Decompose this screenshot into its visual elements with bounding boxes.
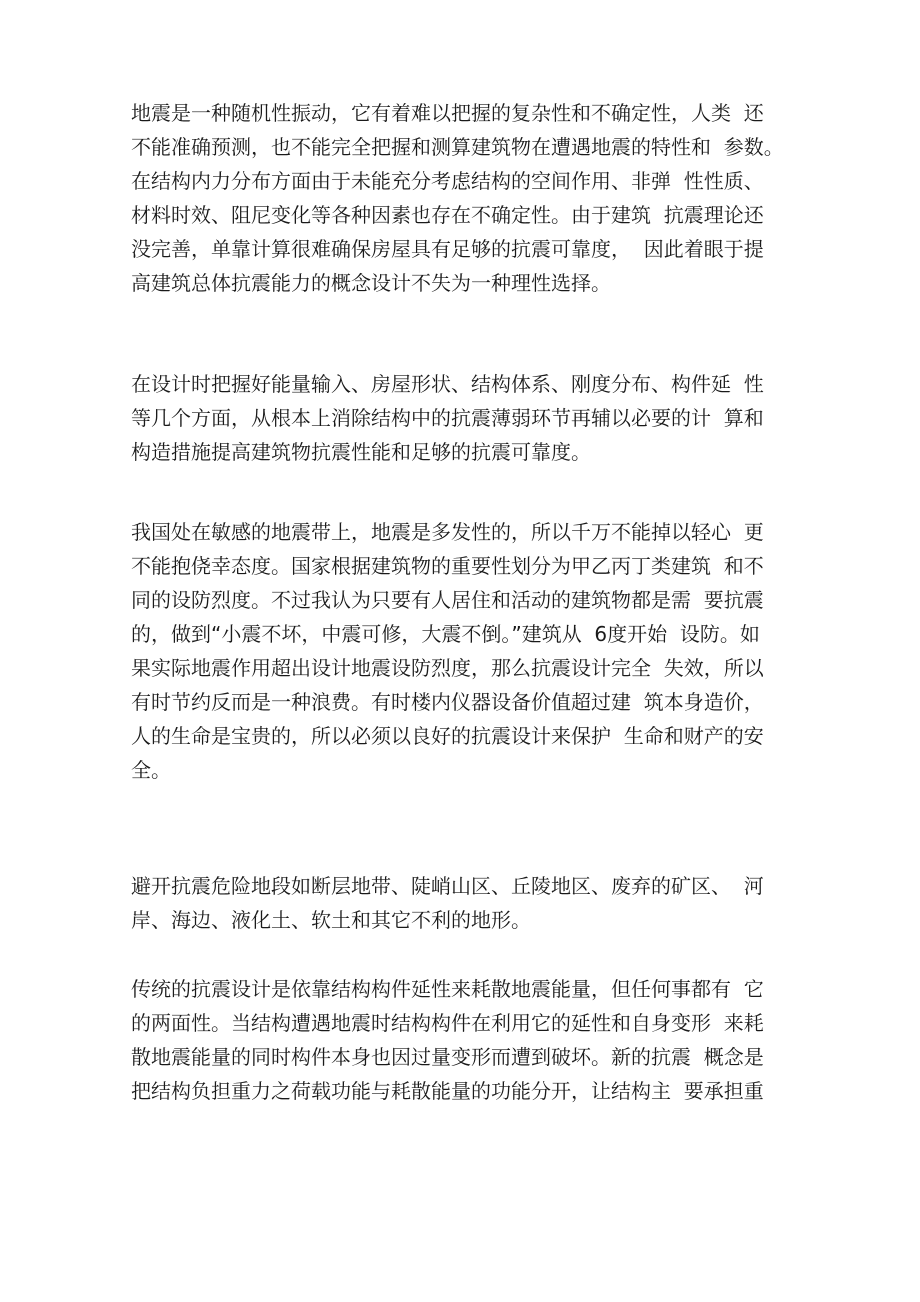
paragraph-line: 在设计时把握好能量输入、房屋形状、结构体系、刚度分布、构件延 性 (131, 372, 764, 396)
paragraph-line: 等几个方面，从根本上消除结构中的抗震薄弱环节再辅以必要的计 算和 (131, 406, 764, 430)
paragraph-line: 不能抱侥幸态度。国家根据建筑物的重要性划分为甲乙丙丁类建筑 和不 (131, 554, 764, 578)
paragraph-line: 有时节约反而是一种浪费。有时楼内仪器设备价值超过建 筑本身造价， (131, 690, 764, 714)
paragraph-line: 没完善，单靠计算很难确保房屋具有足够的抗震可靠度， 因此着眼于提 (131, 237, 764, 261)
paragraph-4 (131, 869, 791, 937)
paragraph-line: 人的生命是宝贵的，所以必须以良好的抗震设计来保护 生命和财产的安 (131, 724, 764, 748)
paragraph-1 (131, 96, 791, 300)
paragraph-line: 的，做到“小震不坏，中震可修，大震不倒。”建筑从 6度开始 设防。如 (131, 622, 760, 646)
paragraph-line: 在结构内力分布方面由于未能充分考虑结构的空间作用、非弹 性性质、 (131, 169, 764, 193)
paragraph-line: 避开抗震危险地段如断层地带、陡峭山区、丘陵地区、废弃的矿区、 河 (131, 874, 764, 898)
paragraph-line: 全。 (131, 758, 171, 782)
paragraph-line: 果实际地震作用超出设计地震设防烈度，那么抗震设计完全 失效，所以 (131, 656, 764, 680)
paragraph-line: 构造措施提高建筑物抗震性能和足够的抗震可靠度。 (131, 440, 591, 464)
paragraph-line: 岸、海边、液化土、软土和其它不利的地形。 (131, 908, 531, 932)
paragraph-5 (131, 972, 791, 1108)
paragraph-line: 不能准确预测，也不能完全把握和测算建筑物在遭遇地震的特性和 参数。 (131, 135, 784, 159)
paragraph-line: 的两面性。当结构遭遇地震时结构构件在利用它的延性和自身变形 来耗 (131, 1011, 764, 1035)
paragraph-3 (131, 515, 791, 787)
paragraph-2 (131, 367, 791, 469)
paragraph-line: 地震是一种随机性振动，它有着难以把握的复杂性和不确定性，人类 还 (131, 101, 764, 125)
paragraph-line: 材料时效、阻尼变化等各种因素也存在不确定性。由于建筑 抗震理论还 (131, 203, 764, 227)
paragraph-line: 传统的抗震设计是依靠结构构件延性来耗散地震能量，但任何事都有 它 (131, 977, 764, 1001)
paragraph-line: 散地震能量的同时构件本身也因过量变形而遭到破坏。新的抗震 概念是 (131, 1045, 764, 1069)
paragraph-line: 高建筑总体抗震能力的概念设计不失为一种理性选择。 (131, 271, 611, 295)
paragraph-line: 把结构负担重力之荷载功能与耗散能量的功能分开，让结构主 要承担重 (131, 1079, 764, 1103)
paragraph-line: 我国处在敏感的地震带上，地震是多发性的，所以千万不能掉以轻心 更 (131, 520, 764, 544)
paragraph-line: 同的设防烈度。不过我认为只要有人居住和活动的建筑物都是需 要抗震 (131, 588, 764, 612)
